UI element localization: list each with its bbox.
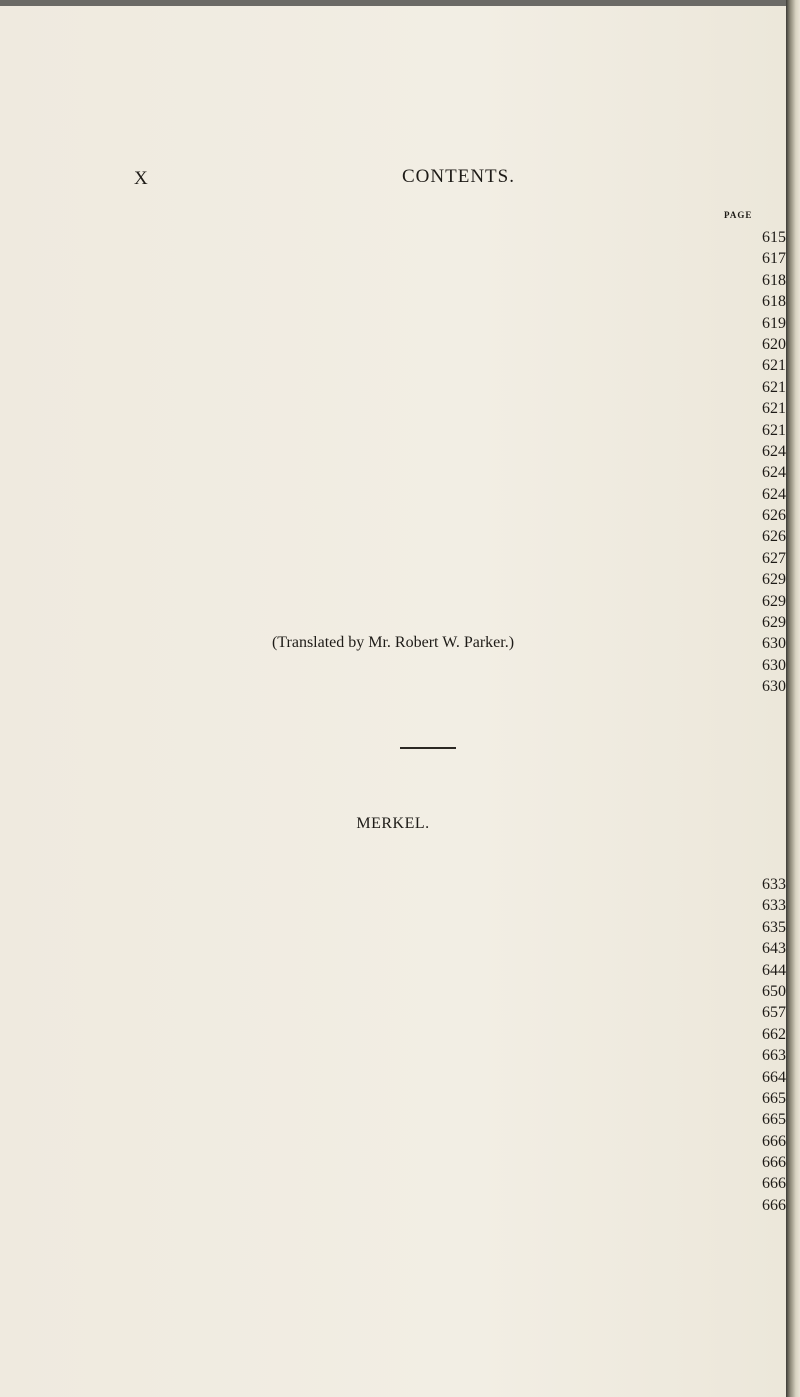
toc-entry-page: 657 [0, 1002, 786, 1023]
toc-entry [0, 227, 786, 248]
toc-entry-page: 630 [0, 633, 786, 654]
toc-entry-page: 621 [0, 355, 786, 376]
toc-entry [0, 334, 786, 355]
toc-entry [0, 462, 786, 483]
toc-entry [0, 569, 786, 590]
toc-entry-page: 624 [0, 462, 786, 483]
toc-entry-page: 617 [0, 248, 786, 269]
toc-entry-page: 621 [0, 398, 786, 419]
toc-entry-page: 624 [0, 441, 786, 462]
toc-entry-page: 665 [0, 1088, 786, 1109]
toc-entry [0, 612, 786, 633]
toc-entry-page: 644 [0, 960, 786, 981]
translator-note: (Translated by Mr. Robert W. Parker.) [271, 634, 515, 651]
toc-entry [0, 874, 786, 895]
toc-entry [0, 313, 786, 334]
book-binding-edge [786, 0, 800, 1397]
running-head: CONTENTS. [402, 166, 515, 187]
toc-entry-page: 629 [0, 569, 786, 590]
toc-section-one [0, 227, 786, 698]
toc-entry [0, 1152, 786, 1173]
toc-entry [0, 960, 786, 981]
toc-entry-page: 626 [0, 526, 786, 547]
toc-entry [0, 917, 786, 938]
section-author: MERKEL. [356, 815, 430, 832]
toc-entry-page: 627 [0, 548, 786, 569]
page-top-edge [0, 0, 786, 6]
toc-entry-page: 665 [0, 1109, 786, 1130]
toc-entry [0, 505, 786, 526]
toc-entry-page: 666 [0, 1131, 786, 1152]
toc-entry-page: 663 [0, 1045, 786, 1066]
toc-entry [0, 895, 786, 916]
toc-entry-page: 618 [0, 270, 786, 291]
toc-entry [0, 1195, 786, 1216]
toc-entry-page: 630 [0, 676, 786, 697]
toc-entry-page: 664 [0, 1067, 786, 1088]
toc-entry [0, 270, 786, 291]
toc-entry [0, 1002, 786, 1023]
toc-entry-page: 629 [0, 591, 786, 612]
page-number: X [134, 168, 148, 189]
toc-entry [0, 484, 786, 505]
toc-entry-page: 619 [0, 313, 786, 334]
toc-entry-page: 666 [0, 1152, 786, 1173]
toc-entry-page: 633 [0, 895, 786, 916]
toc-entry [0, 1131, 786, 1152]
toc-entry [0, 1109, 786, 1130]
toc-entry [0, 248, 786, 269]
toc-entry [0, 591, 786, 612]
page-column-label: PAGE [724, 210, 753, 220]
toc-list [0, 874, 786, 1216]
toc-section-two [0, 874, 786, 1216]
toc-entry-page: 633 [0, 874, 786, 895]
toc-entry-page: 620 [0, 334, 786, 355]
toc-entry [0, 377, 786, 398]
toc-entry-page: 618 [0, 291, 786, 312]
toc-entry-page: 621 [0, 420, 786, 441]
toc-entry [0, 1173, 786, 1194]
toc-entry [0, 1067, 786, 1088]
toc-entry-page: 643 [0, 938, 786, 959]
toc-entry-page: 650 [0, 981, 786, 1002]
toc-entry-page: 635 [0, 917, 786, 938]
toc-entry-page: 666 [0, 1195, 786, 1216]
toc-entry [0, 1024, 786, 1045]
toc-entry [0, 1088, 786, 1109]
toc-entry [0, 441, 786, 462]
toc-entry [0, 420, 786, 441]
toc-entry-page: 621 [0, 377, 786, 398]
toc-entry-page: 662 [0, 1024, 786, 1045]
toc-entry-page: 615 [0, 227, 786, 248]
section-divider [400, 747, 456, 749]
toc-entry-page: 629 [0, 612, 786, 633]
toc-entry [0, 398, 786, 419]
toc-entry [0, 655, 786, 676]
toc-entry [0, 526, 786, 547]
toc-entry-page: 666 [0, 1173, 786, 1194]
toc-entry [0, 676, 786, 697]
toc-entry [0, 548, 786, 569]
toc-entry [0, 1045, 786, 1066]
toc-entry-page: 630 [0, 655, 786, 676]
toc-list [0, 227, 786, 698]
toc-entry-page: 626 [0, 505, 786, 526]
toc-entry-page: 624 [0, 484, 786, 505]
toc-entry [0, 291, 786, 312]
toc-entry [0, 981, 786, 1002]
toc-entry [0, 938, 786, 959]
toc-entry [0, 355, 786, 376]
